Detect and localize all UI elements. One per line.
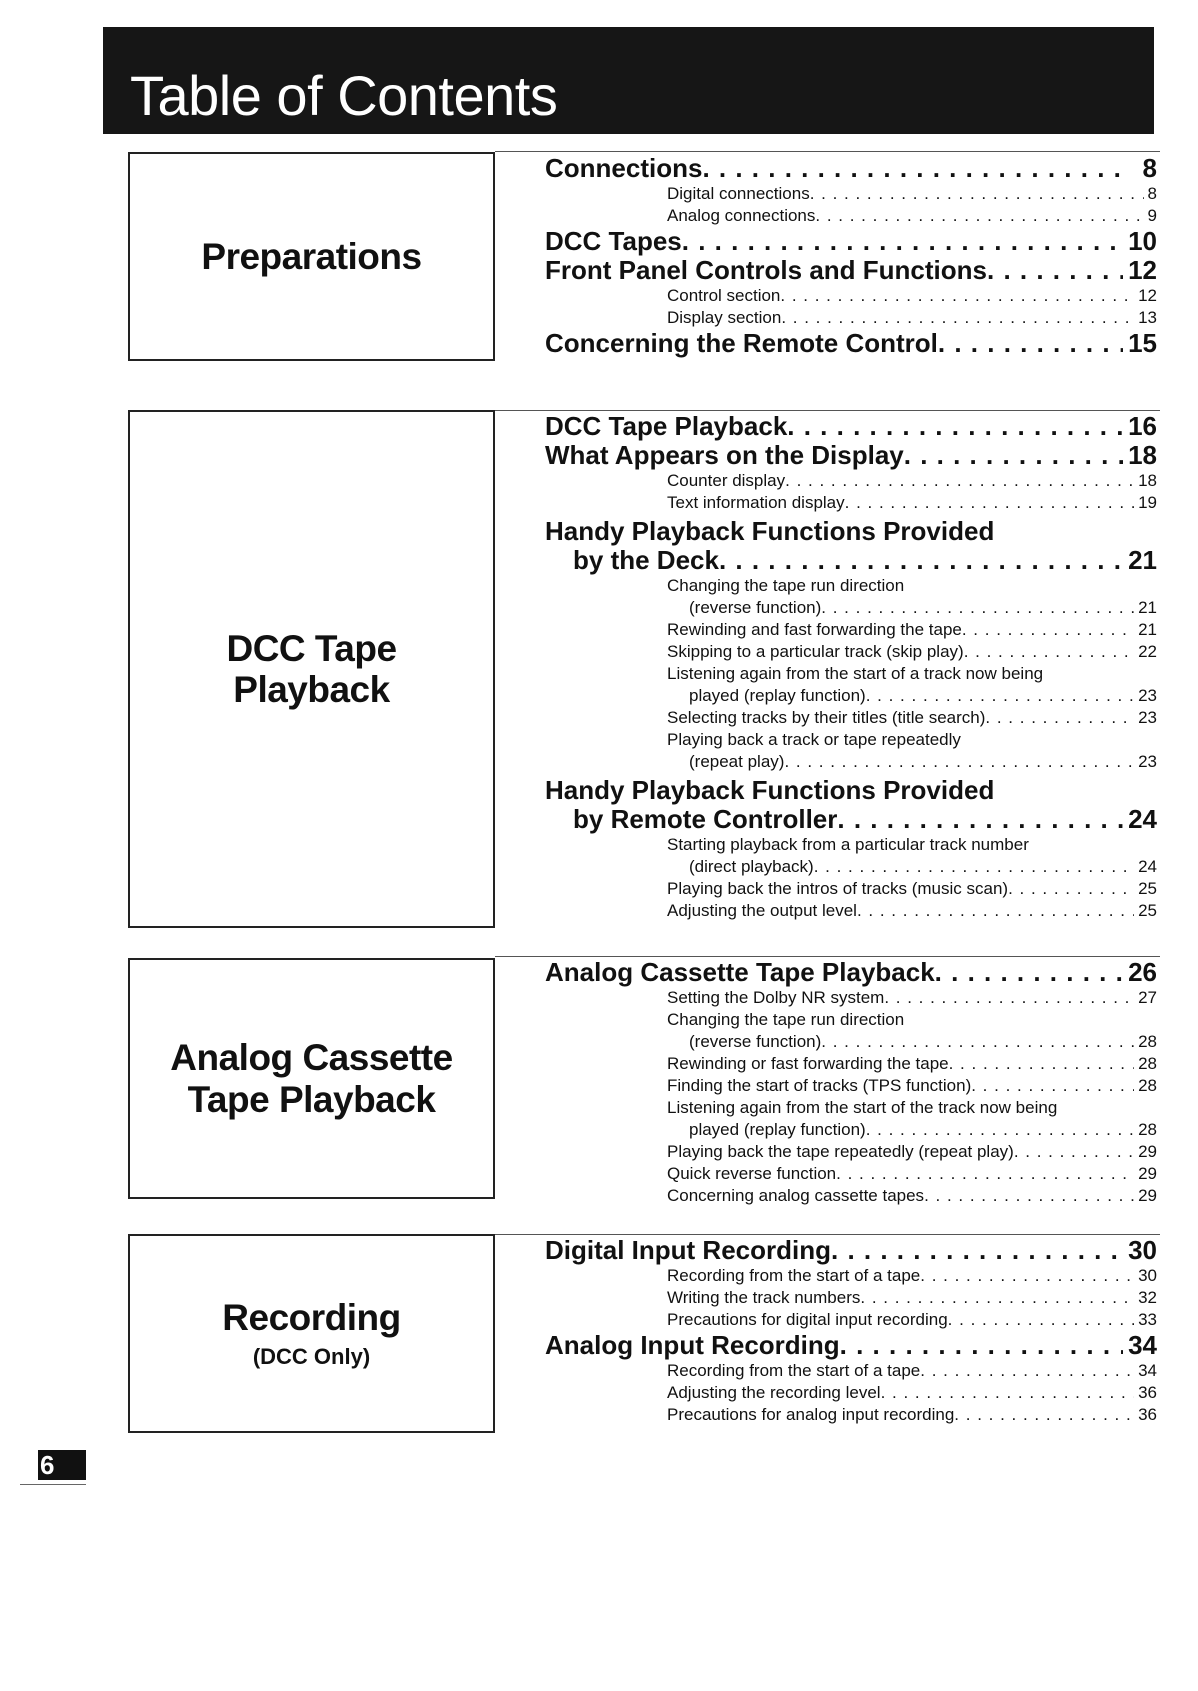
toc-subentry[interactable]: Finding the start of tracks (TPS function) . . . 28 (545, 1075, 1157, 1097)
toc-subentry[interactable]: Rewinding and fast forwarding the tape . . . 21 (545, 619, 1157, 641)
toc-subentry[interactable]: Changing the tape run direction (667, 1010, 905, 1029)
toc-entry[interactable]: by the Deck . . . 21 (545, 546, 1157, 575)
toc-subentry[interactable]: Selecting tracks by their titles (title search) . . . 23 (545, 707, 1157, 729)
toc-subentry[interactable]: (repeat play) . . . 23 (545, 751, 1157, 773)
toc-group-recording (545, 1236, 1157, 1426)
toc-entry[interactable]: Front Panel Controls and Functions . . . 12 (545, 256, 1157, 285)
toc-subentry[interactable]: Playing back the intros of tracks (music scan) . . . 25 (545, 878, 1157, 900)
toc-entry[interactable]: DCC Tapes . . . 10 (545, 227, 1157, 256)
toc-subentry[interactable]: Quick reverse function . . . 29 (545, 1163, 1157, 1185)
toc-subentry[interactable]: Digital connections . . . 8 (545, 183, 1157, 205)
toc-entry[interactable]: Analog Cassette Tape Playback . . . 26 (545, 958, 1157, 987)
toc-subentry[interactable]: Changing the tape run direction (667, 576, 905, 595)
toc-entry[interactable]: Analog Input Recording . . . 34 (545, 1331, 1157, 1360)
toc-subentry[interactable]: played (replay function) . . . 23 (545, 685, 1157, 707)
page-number-rule (20, 1484, 86, 1485)
toc-subentry[interactable]: Listening again from the start of the track now being (667, 1098, 1058, 1117)
page-title: Table of Contents (130, 64, 558, 127)
toc-subentry[interactable]: Control section . . . 12 (545, 285, 1157, 307)
toc-entry[interactable]: Concerning the Remote Control . . . 15 (545, 329, 1157, 358)
toc-subentry[interactable]: Adjusting the recording level . . . 36 (545, 1382, 1157, 1404)
toc-subentry[interactable]: Adjusting the output level . . . 25 (545, 900, 1157, 922)
toc-subentry[interactable]: Precautions for digital input recording . . . 33 (545, 1309, 1157, 1331)
section-subtitle-recording: (DCC Only) (252, 1344, 371, 1370)
toc-subentry[interactable]: Concerning analog cassette tapes . . . 29 (545, 1185, 1157, 1207)
toc-subentry[interactable]: played (replay function) . . . 28 (545, 1119, 1157, 1141)
toc-group-analog-cassette-playback (545, 958, 1157, 1207)
toc-subentry[interactable]: Rewinding or fast forwarding the tape . . . 28 (545, 1053, 1157, 1075)
toc-subentry[interactable]: Writing the track numbers . . . 32 (545, 1287, 1157, 1309)
toc-subentry[interactable]: Playing back the tape repeatedly (repeat play) . . . 29 (545, 1141, 1157, 1163)
section-title-recording: Recording (222, 1296, 401, 1338)
section-title-analog-line1: Analog Cassette (170, 1037, 453, 1079)
toc-subentry[interactable]: Listening again from the start of a track now being (667, 664, 1044, 683)
toc-subentry[interactable]: Setting the Dolby NR system . . . 27 (545, 987, 1157, 1009)
toc-subentry[interactable]: Playing back a track or tape repeatedly (667, 730, 961, 749)
toc-subentry[interactable]: (reverse function) . . . 21 (545, 597, 1157, 619)
toc-entry[interactable]: DCC Tape Playback . . . 16 (545, 412, 1157, 441)
toc-subentry[interactable]: Display section . . . 13 (545, 307, 1157, 329)
toc-subentry[interactable]: Starting playback from a particular track number (667, 835, 1029, 854)
toc-subentry[interactable]: Counter display . . . 18 (545, 470, 1157, 492)
section-box-recording (128, 1234, 495, 1433)
toc-subentry[interactable]: Text information display . . . 19 (545, 492, 1157, 514)
toc-entry[interactable]: Handy Playback Functions Provided (545, 775, 995, 805)
toc-group-preparations (545, 154, 1157, 358)
page-number: 6 (38, 1450, 86, 1480)
toc-entry[interactable]: What Appears on the Display . . . 18 (545, 441, 1157, 470)
section-title-analog-line2: Tape Playback (187, 1078, 436, 1120)
title-banner (103, 27, 1154, 134)
toc-subentry[interactable]: (reverse function) . . . 28 (545, 1031, 1157, 1053)
toc-subentry[interactable]: Recording from the start of a tape . . . 30 (545, 1265, 1157, 1287)
toc-entry[interactable]: by Remote Controller . . . 24 (545, 805, 1157, 834)
toc-subentry[interactable]: Precautions for analog input recording . . . 36 (545, 1404, 1157, 1426)
toc-subentry[interactable]: Analog connections . . . 9 (545, 205, 1157, 227)
section-title-dcc-line1: DCC Tape (226, 627, 397, 669)
section-box-analog-cassette-playback (128, 958, 495, 1199)
toc-entry[interactable]: Digital Input Recording . . . 30 (545, 1236, 1157, 1265)
section-title-preparations: Preparations (201, 235, 422, 277)
toc-subentry[interactable]: (direct playback) . . . 24 (545, 856, 1157, 878)
section-box-dcc-tape-playback (128, 410, 495, 928)
toc-group-dcc-tape-playback (545, 412, 1157, 922)
toc-subentry[interactable]: Recording from the start of a tape . . . 34 (545, 1360, 1157, 1382)
section-box-preparations (128, 152, 495, 361)
toc-subentry[interactable]: Skipping to a particular track (skip play) . . . 22 (545, 641, 1157, 663)
section-title-dcc-line2: Playback (233, 669, 390, 710)
toc-entry[interactable]: Handy Playback Functions Provided (545, 516, 995, 546)
section-rule (495, 151, 1160, 152)
toc-entry[interactable]: Connections . . . 8 (545, 154, 1157, 183)
